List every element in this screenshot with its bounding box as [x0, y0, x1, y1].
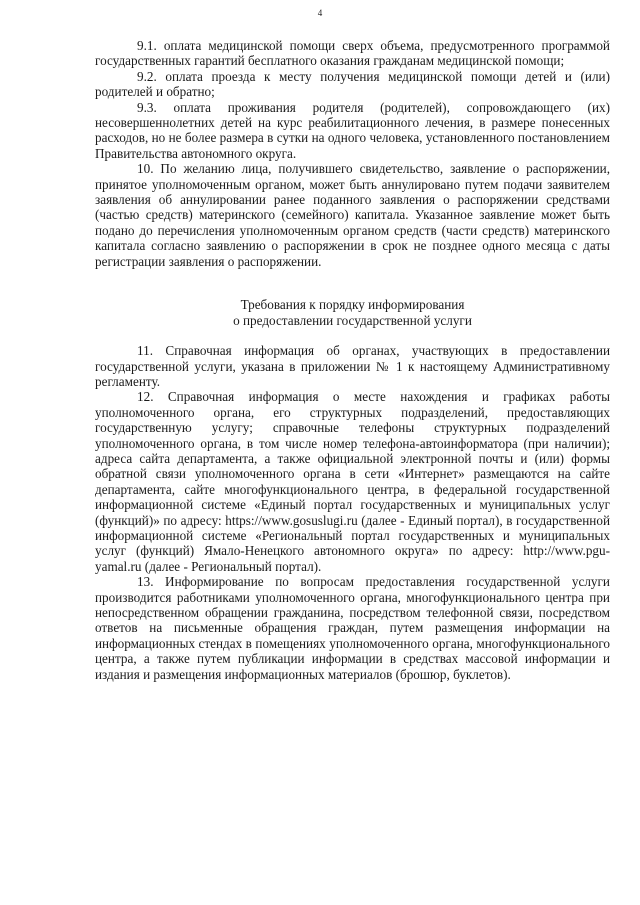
paragraph-13: 13. Информирование по вопросам предоставления государственной услуги производится работниками уполномоченного органа, многофункционального центра при непосредственном обращении гражданина, посредством телефонной связи, посредством ответов на письменные обращения граждан, путем размещения информации на информационных стендах в помещениях уполномоченного органа, многофункционального центра, а также путем публикации информации в средствах массовой информации и издания и размещения информационных материалов (брошюр, буклетов).: [95, 574, 610, 682]
paragraph-10: 10. По желанию лица, получившего свидетельство, заявление о распоряжении, принятое уполномоченным органом, может быть аннулировано путем подачи заявителем заявления об аннулировании ранее поданного заявления о распоряжении средствами (частью средств) материнского (семейного) капитала. Указанное заявление может быть подано до перечисления уполномоченным органом средств (части средств) материнского капитала согласно заявлению о распоряжении в срок не позднее одного месяца с даты регистрации заявления о распоряжении.: [95, 161, 610, 269]
paragraph-9-3: 9.3. оплата проживания родителя (родителей), сопровождающего (их) несовершеннолетних детей на курс реабилитационного лечения, в размере понесенных расходов, но не более размера в сутки на одного человека, установленного постановлением Правительства автономного округа.: [95, 99, 610, 161]
page-number: 4: [317, 8, 323, 18]
section-heading-line-2: о предоставлении государственной услуги: [233, 313, 472, 329]
paragraph-9-2: 9.2. оплата проезда к месту получения медицинской помощи детей и (или) родителей и обратно;: [95, 68, 610, 100]
paragraph-12: 12. Справочная информация о месте нахождения и графиках работы уполномоченного органа, его структурных подразделений, предоставляющих государственную услугу; справочные телефоны структурных подразделений уполномоченного органа, в том числе номер телефона-автоинформатора (при наличии); адреса сайта департамента, а также официальной электронной почты и (или) формы обратной связи уполномоченного органа в сети «Интернет» размещаются на сайте департамента, сайте многофункционального центра, в федеральной государственной информационной системе «Единый портал государственных и муниципальных услуг (функций)» по адресу: https://www.gosuslugi.ru (далее - Единый портал), в государственной информационной системе «Региональный портал государственных и муниципальных услуг (функций) Ямало-Ненецкого автономного округа» по адресу: http://www.pgu-yamal.ru (далее - Региональный портал).: [95, 389, 610, 574]
section-heading: [95, 297, 610, 329]
section-heading-line-1: Требования к порядку информирования: [240, 297, 465, 313]
document-body: [95, 38, 610, 682]
paragraph-9-1: 9.1. оплата медицинской помощи сверх объема, предусмотренного программой государственных гарантий бесплатного оказания гражданам медицинской помощи;: [95, 38, 610, 69]
paragraph-11: 11. Справочная информация об органах, участвующих в предоставлении государственной услуги, указана в приложении № 1 к настоящему Административному регламенту.: [95, 343, 610, 389]
